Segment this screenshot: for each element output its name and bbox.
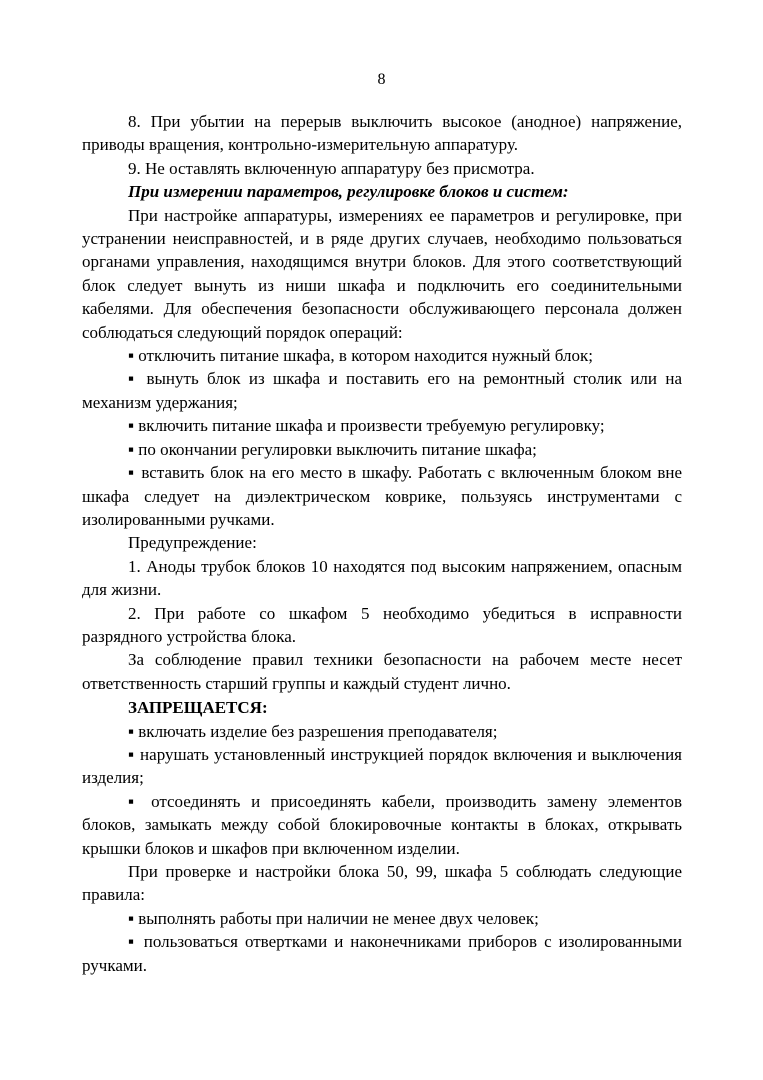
- operation-item: ▪ вставить блок на его место в шкафу. Работать с включенным блоком вне шкафа следует на диэлектрическом коврике, пользуясь инструментами с изолированными ручками.: [82, 461, 682, 531]
- page-number: 8: [377, 71, 386, 88]
- intro-paragraph: При настройке аппаратуры, измерениях ее параметров и регулировке, при устранении неисправностей, и в ряде других случаев, необходимо пользоваться органами управления, находящимся внутри блоков. Для этого соответствующий блок следует вынуть из ниши шкафа и подключить его соединительными кабелями. Для обеспечения безопасности обслуживающего персонала должен соблюдаться следующий порядок операций:: [82, 205, 682, 342]
- operation-item: ▪ отключить питание шкафа, в котором находится нужный блок;: [82, 344, 682, 367]
- forbidden-item: ▪ нарушать установленный инструкцией порядок включения и выключения изделия;: [82, 743, 682, 790]
- paragraph-9: 9. Не оставлять включенную аппаратуру без присмотра.: [128, 158, 535, 178]
- warning-item-1: 1. Аноды трубок блоков 10 находятся под высоким напряжением, опасным для жизни.: [82, 556, 682, 600]
- check-intro-paragraph: При проверке и настройки блока 50, 99, шкафа 5 соблюдать следующие правила:: [82, 862, 682, 905]
- document-body: [82, 110, 682, 977]
- forbidden-item: ▪ отсоединять и присоединять кабели, производить замену элементов блоков, замыкать между собой блокировочные контакты в блоках, открывать крышки блоков и шкафов при включенном изделии.: [82, 790, 682, 860]
- forbidden-heading: ЗАПРЕЩАЕТСЯ:: [128, 698, 268, 718]
- operation-item: ▪ по окончании регулировки выключить питание шкафа;: [82, 438, 682, 461]
- paragraph-8: 8. При убытии на перерыв выключить высокое (анодное) напряжение, приводы вращения, контрольно-измерительную аппаратуру.: [82, 112, 682, 155]
- rule-item: ▪ пользоваться отвертками и наконечниками приборов с изолированными ручками.: [82, 930, 682, 977]
- operation-item: ▪ включить питание шкафа и произвести требуемую регулировку;: [82, 414, 682, 437]
- responsibility-paragraph: За соблюдение правил техники безопасности на рабочем месте несет ответственность старший группы и каждый студент лично.: [82, 650, 682, 693]
- rule-item: ▪ выполнять работы при наличии не менее двух человек;: [82, 907, 682, 930]
- warning-label: Предупреждение:: [128, 533, 257, 553]
- forbidden-item: ▪ включать изделие без разрешения преподавателя;: [82, 720, 682, 743]
- operation-item: ▪ вынуть блок из шкафа и поставить его на ремонтный столик или на механизм удержания;: [82, 367, 682, 414]
- heading-measurement: При измерении параметров, регулировке блоков и систем:: [128, 182, 569, 202]
- warning-item-2: 2. При работе со шкафом 5 необходимо убедиться в исправности разрядного устройства блока.: [82, 603, 682, 646]
